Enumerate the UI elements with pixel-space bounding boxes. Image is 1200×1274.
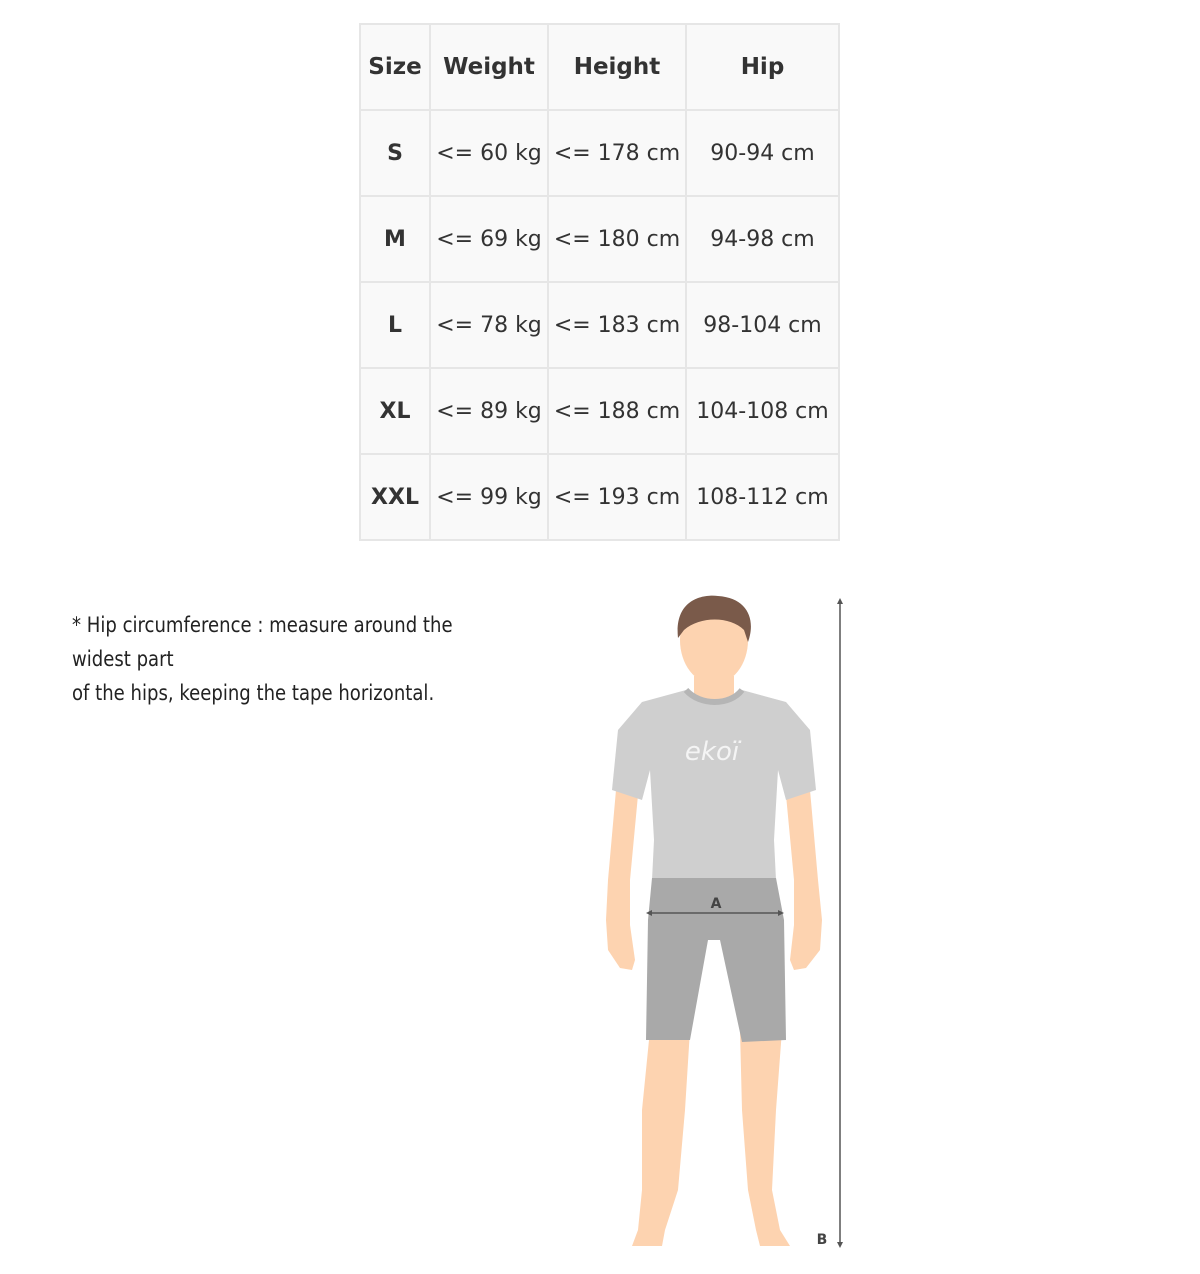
table-row — [360, 196, 839, 282]
header-size: Size — [360, 24, 430, 110]
right-arm — [786, 790, 822, 970]
size-cell: L — [360, 282, 430, 368]
header-hip: Hip — [686, 24, 839, 110]
table-row — [360, 110, 839, 196]
note-line-2: of the hips, keeping the tape horizontal. — [72, 681, 435, 705]
hip-cell: 104-108 cm — [686, 368, 839, 454]
table-row — [360, 454, 839, 540]
body-measurement-illustration — [590, 590, 860, 1260]
size-chart-table — [359, 23, 840, 541]
table-row — [360, 282, 839, 368]
size-cell: S — [360, 110, 430, 196]
shirt — [612, 690, 816, 880]
size-cell: XXL — [360, 454, 430, 540]
height-arrow-top — [837, 598, 843, 604]
left-leg — [632, 1030, 690, 1246]
right-leg — [740, 1030, 790, 1246]
shirt-logo: ekoï — [684, 737, 740, 767]
weight-cell: <= 69 kg — [430, 196, 548, 282]
header-height: Height — [548, 24, 686, 110]
hip-cell: 108-112 cm — [686, 454, 839, 540]
hip-cell: 94-98 cm — [686, 196, 839, 282]
header-weight: Weight — [430, 24, 548, 110]
weight-cell: <= 78 kg — [430, 282, 548, 368]
height-cell: <= 193 cm — [548, 454, 686, 540]
height-cell: <= 188 cm — [548, 368, 686, 454]
note-line-1: * Hip circumference : measure around the widest part — [72, 613, 453, 671]
table-row — [360, 368, 839, 454]
height-cell: <= 183 cm — [548, 282, 686, 368]
height-cell: <= 178 cm — [548, 110, 686, 196]
left-arm — [606, 790, 638, 970]
height-cell: <= 180 cm — [548, 196, 686, 282]
hip-cell: 90-94 cm — [686, 110, 839, 196]
weight-cell: <= 99 kg — [430, 454, 548, 540]
hip-cell: 98-104 cm — [686, 282, 839, 368]
height-arrow-bottom — [837, 1242, 843, 1248]
size-cell: XL — [360, 368, 430, 454]
hip-measure-note — [72, 608, 502, 710]
hip-label-a: A — [710, 896, 722, 912]
table-header-row — [360, 24, 839, 110]
weight-cell: <= 60 kg — [430, 110, 548, 196]
height-label-b: B — [816, 1232, 828, 1248]
weight-cell: <= 89 kg — [430, 368, 548, 454]
size-cell: M — [360, 196, 430, 282]
